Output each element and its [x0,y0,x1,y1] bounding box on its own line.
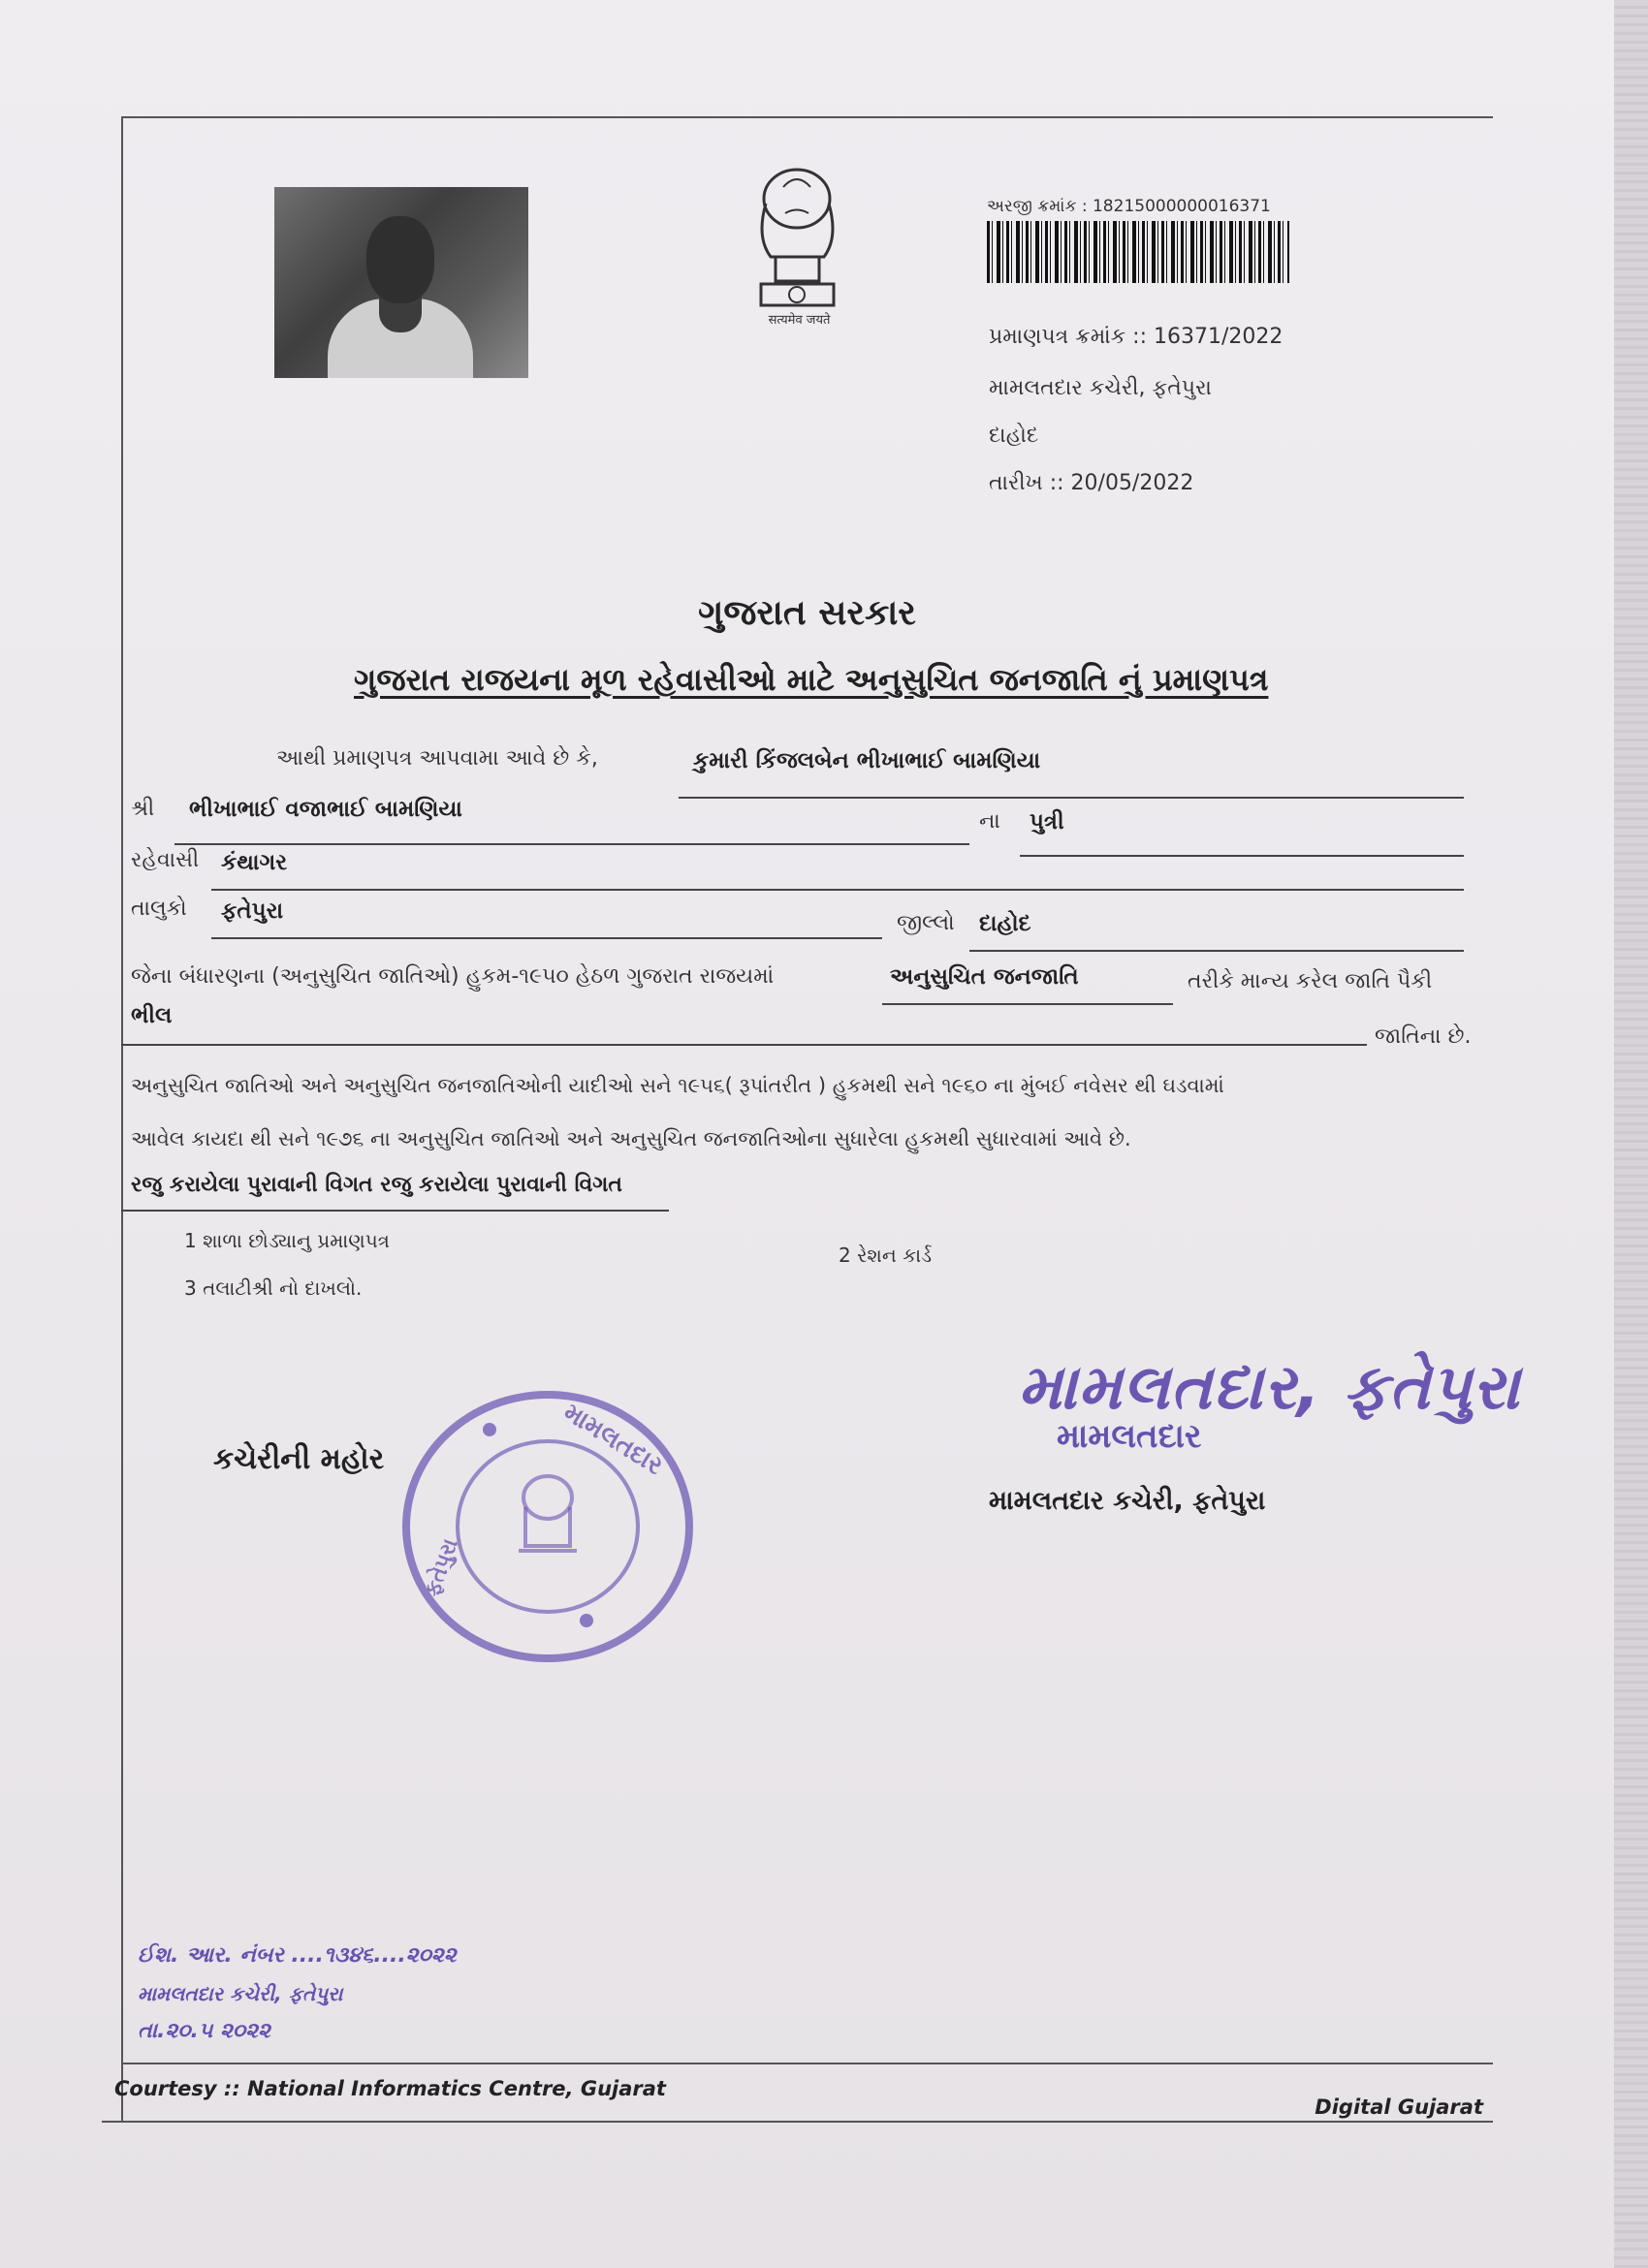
father-name: ભીખાભાઈ વજાભાઈ બામણિયા [189,797,462,822]
page-edge [1614,0,1648,2268]
evidence-item-1: 1 શાળા છોડ્યાનુ પ્રમાણપત્ર [184,1229,390,1252]
signature-office: મામલતદાર કચેરી, ફતેપુરા [989,1486,1266,1516]
certificate-title: ગુજરાત રાજયના મૂળ રહેવાસીઓ માટે અનુસુચિત જનજાતિ નું પ્રમાણપત્ર [354,661,1269,698]
seal-dot-icon [577,1611,596,1630]
frame-left-border [121,116,123,2121]
footer-divider-top [121,2063,1493,2064]
government-title: ગુજરાત સરકાર [698,593,916,633]
father-name-underline [174,843,969,845]
signature-title: મામલતદાર [1057,1417,1202,1456]
signature-stamp: મામલતદાર, ફતેપુરા [1018,1352,1521,1424]
emblem-caption: सत्यमेव जयते [768,313,831,328]
legal-paragraph-line1: અનુસુચિત જાતિઓ અને અનુસુચિત જનજાતિઓની યાદીઓ સને ૧૯૫૬( રૂપાંતરીત ) હુકમથી સને ૧૯૬૦ ના મુંબઈ નવેસર થી ઘડવામાં [131,1074,1224,1097]
applicant-photo [274,187,528,378]
barcode-icon [987,221,1289,283]
seal-label: કચેરીની મહોર [213,1442,385,1476]
footer-courtesy: Courtesy :: National Informatics Centre, Gujarat [114,2077,666,2100]
village-value: કંથાગર [221,850,288,875]
footer-divider-bottom [102,2121,1493,2123]
holder-name-underline [679,797,1464,799]
recognized-text: તરીકે માન્ય કરેલ જાતિ પૈકી [1188,969,1433,993]
relation-underline [1020,855,1464,857]
district-value: દાહોદ [979,911,1031,936]
register-stamp-line1: ઈશ. આર. નંબર ....૧૩૪૬....૨૦૨૨ [138,1943,457,1968]
resident-label: રહેવાસી [131,848,200,872]
register-stamp-line3: તા.૨૦.૫ ૨૦૨૨ [138,2019,270,2043]
taluka-value: ફતેપુરા [221,898,284,924]
category-underline [882,1003,1173,1005]
frame-top-border [121,116,1493,118]
shri-label: શ્રી [131,797,155,821]
certificate-number: પ્રમાણપત્ર ક્રમાંક :: 16371/2022 [989,325,1284,349]
taluka-label: તાલુકો [131,897,187,921]
evidence-item-2: 2 રેશન કાર્ડ [839,1244,933,1267]
seal-dot-icon [480,1420,499,1439]
seal-text-bottom: ફતેપુરા [420,1535,463,1600]
legal-paragraph-line2: આવેલ કાયદા થી સને ૧૯૭૬ ના અનુસુચિત જાતિઓ અને અનુસુચિત જનજાતિઓના સુધારેલા હુકમથી સુધારવામાં આવે છે. [131,1127,1131,1150]
evidence-item-3: 3 તલાટીશ્રી નો દાખલો. [184,1276,363,1300]
intro-text: આથી પ્રમાણપત્ર આપવામા આવે છે કે, [276,746,598,771]
application-number: અરજી ક્રમાંક : 18215000000016371 [987,197,1271,216]
district-label: જીલ્લો [897,911,955,935]
village-underline [211,889,1464,891]
issue-date: તારીખ :: 20/05/2022 [989,471,1194,495]
issuing-office: મામલતદાર કચેરી, ફતેપુરા [989,376,1212,400]
holder-name: કુમારી કિંજલબેન ભીખાભાઈ બામણિયા [693,748,1041,773]
seal-text-top: મામલતદાર [558,1398,668,1482]
seal-emblem-icon [504,1468,591,1565]
national-emblem-icon [737,160,858,320]
evidence-heading-underline [121,1210,669,1212]
taluka-underline [211,937,882,939]
district-underline [969,950,1464,952]
caste-underline [121,1044,1367,1046]
of-label: ના [979,809,1000,834]
register-stamp-line2: મામલતદાર કચેરી, ફતેપુરા [138,1982,343,2005]
evidence-heading: રજુ કરાયેલા પુરાવાની વિગત રજુ કરાયેલા પુરાવાની વિગત [131,1173,622,1197]
relation-value: પુત્રી [1030,809,1064,835]
issuing-district: દાહોદ [989,424,1039,448]
order-text: જેના બંધારણના (અનુસુચિત જાતિઓ) હુકમ-૧૯૫૦ હેઠળ ગુજરાત રાજયમાં [131,964,775,989]
caste-value: ભીલ [131,1003,173,1028]
footer-brand: Digital Gujarat [1315,2095,1483,2119]
caste-suffix: જાતિના છે. [1375,1024,1472,1049]
category-value: અનુસુચિત જનજાતિ [890,964,1079,990]
